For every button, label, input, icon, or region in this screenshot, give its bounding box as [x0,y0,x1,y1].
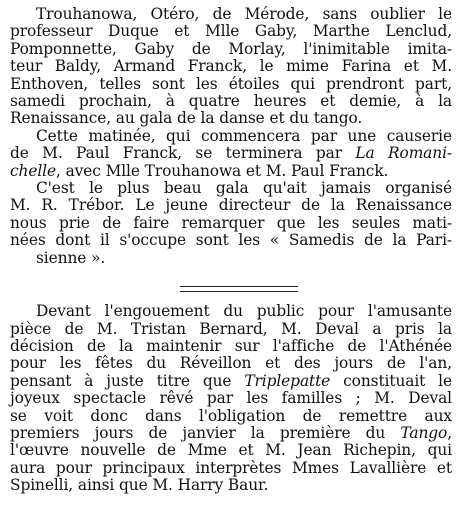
text-line: pour les fêtes du Réveillon et des jours de l'an, [10,354,452,373]
text-line: Enthoven, telles sont les étoiles qui prendront part, [10,74,452,93]
article-1-paragraph-1 [10,6,452,128]
text-line: Trouhanowa, Otéro, de Mérode, sans oublier le [36,5,452,23]
text-line: aura pour principaux interprètes Mmes Lavallière et [10,458,452,477]
text-line [10,425,452,442]
text-line: Cette matinée, qui commencera par une causerie [36,126,452,145]
italic-title: chelle [10,161,56,180]
text-line: nous prie de faire remarquer que les seules mati- [10,213,452,232]
text-line [10,163,452,180]
text-line: Renaissance, au gala de la danse et du tango. [10,109,363,128]
article-2-paragraph [10,303,452,494]
article-1-paragraph-2 [10,128,452,180]
text-line: C'est le plus beau gala qu'ait jamais organisé [36,179,452,198]
text-fragment: constituait le [343,371,453,390]
text-line [10,145,452,162]
text-fragment: pensant à juste titre que [10,371,232,390]
text-fragment: , avec Mlle Trouhanowa et M. Paul Franck. [56,161,389,180]
text-line: sienne ». [36,248,106,267]
text-fragment: , [447,423,452,442]
text-line: pièce de M. Tristan Bernard, M. Deval a pris la [10,319,452,338]
text-line: joyeux spectacle rêvé par les familles ; M. Deval [10,389,452,408]
text-line: décision de la maintenir sur l'affiche de l'Athénée [10,336,452,355]
italic-title: La Romani- [355,144,452,163]
text-line: Pomponnette, Gaby de Morlay, l'inimitable imita- [10,39,452,58]
text-line: professeur Duque et Mlle Gaby, Marthe Lenclud, [10,22,452,41]
text-line: se voit donc dans l'obligation de remettre aux [10,406,452,425]
text-fragment: de M. Paul Franck, se terminera par [10,144,342,163]
text-line: teur Baldy, Armand Franck, le mime Farina et M. [10,57,452,76]
text-line: l'œuvre nouvelle de Mme et M. Jean Richepin, qui [10,441,452,460]
separator-rule [180,291,298,292]
italic-title: Triplepatte [244,371,331,390]
text-line [10,373,452,390]
text-line: M. R. Trébor. Le jeune directeur de la Renaissance [10,196,452,215]
italic-title: Tango [400,423,448,442]
text-line: Devant l'engouement du public pour l'amusante [36,302,452,321]
text-line: Spinelli, ainsi que M. Harry Baur. [10,476,269,495]
separator-rule [180,286,298,287]
article-1-paragraph-3 [10,180,452,267]
section-separator [10,267,452,303]
text-line: samedi prochain, à quatre heures et demie, à la [10,92,452,111]
text-fragment: premiers jours de janvier la première du [10,423,386,442]
text-line: nées dont il s'occupe sont les « Samedis de la Pari- [10,231,452,250]
